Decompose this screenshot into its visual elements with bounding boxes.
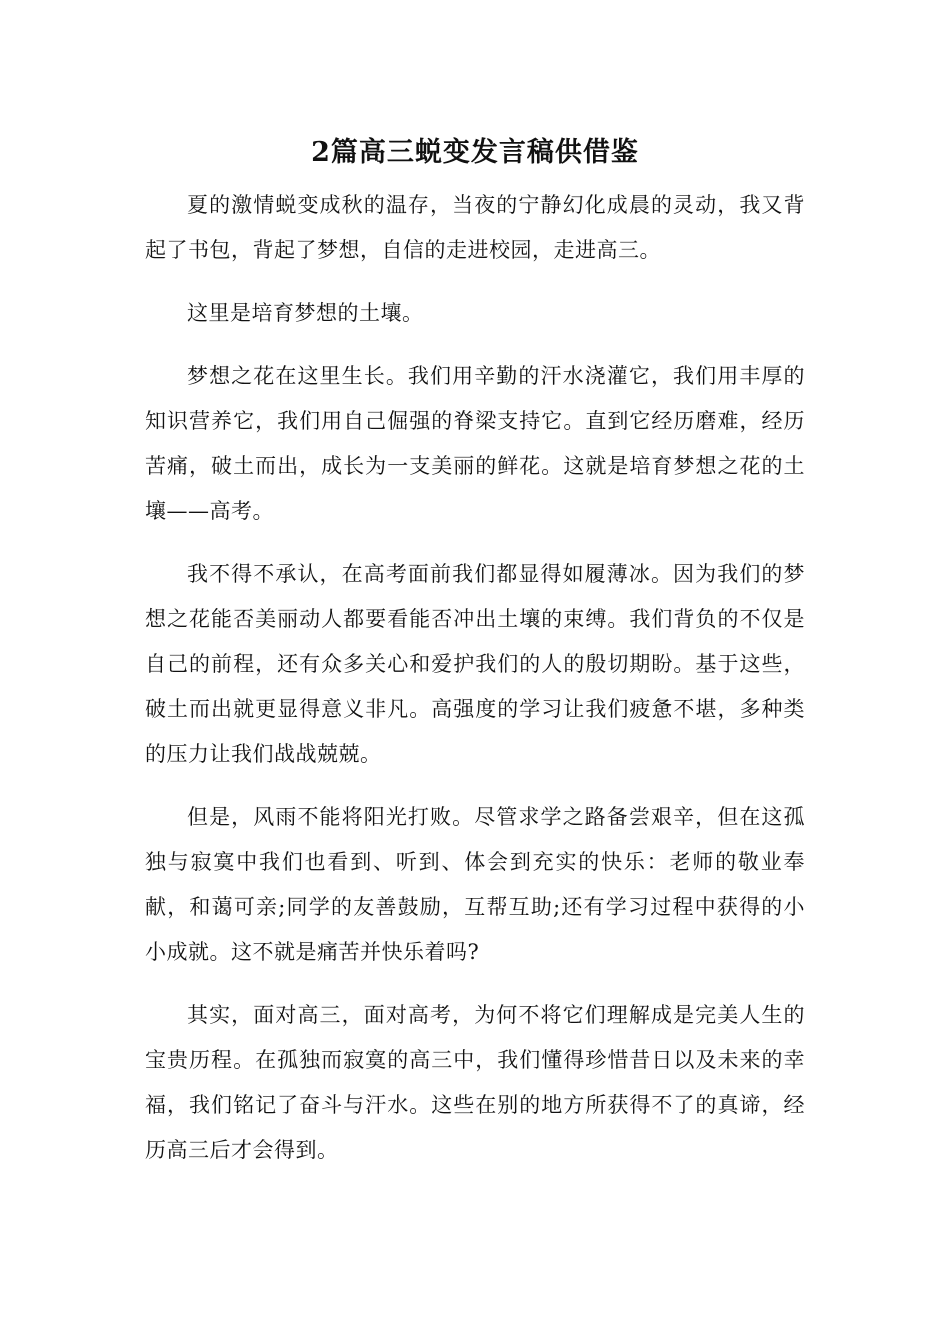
paragraph-1: 夏的激情蜕变成秋的温存，当夜的宁静幻化成晨的灵动，我又背起了书包，背起了梦想，自信的走进校园，走进高三。 bbox=[145, 193, 805, 262]
document-title: 2篇高三蜕变发言稿供借鉴 bbox=[311, 137, 639, 168]
paragraph-3: 梦想之花在这里生长。我们用辛勤的汗水浇灌它，我们用丰厚的知识营养它，我们用自己倔强的脊梁支持它。直到它经历磨难，经历苦痛，破土而出，成长为一支美丽的鲜花。这就是培育梦想之花的土壤——高考。 bbox=[145, 364, 805, 523]
document-body bbox=[145, 183, 805, 1191]
paragraph-5: 但是，风雨不能将阳光打败。尽管求学之路备尝艰辛，但在这孤独与寂寞中我们也看到、听到、体会到充实的快乐：老师的敬业奉献，和蔼可亲;同学的友善鼓励，互帮互助;还有学习过程中获得的小小成就。这不就是痛苦并快乐着吗? bbox=[145, 805, 805, 964]
paragraph-6: 其实，面对高三，面对高考，为何不将它们理解成是完美人生的宝贵历程。在孤独而寂寞的高三中，我们懂得珍惜昔日以及未来的幸福，我们铭记了奋斗与汗水。这些在别的地方所获得不了的真谛，经历高三后才会得到。 bbox=[145, 1003, 805, 1162]
paragraph-4: 我不得不承认，在高考面前我们都显得如履薄冰。因为我们的梦想之花能否美丽动人都要看能否冲出土壤的束缚。我们背负的不仅是自己的前程，还有众多关心和爱护我们的人的殷切期盼。基于这些，破土而出就更显得意义非凡。高强度的学习让我们疲惫不堪，多种类的压力让我们战战兢兢。 bbox=[145, 562, 805, 766]
paragraph-2: 这里是培育梦想的土壤。 bbox=[187, 301, 424, 325]
